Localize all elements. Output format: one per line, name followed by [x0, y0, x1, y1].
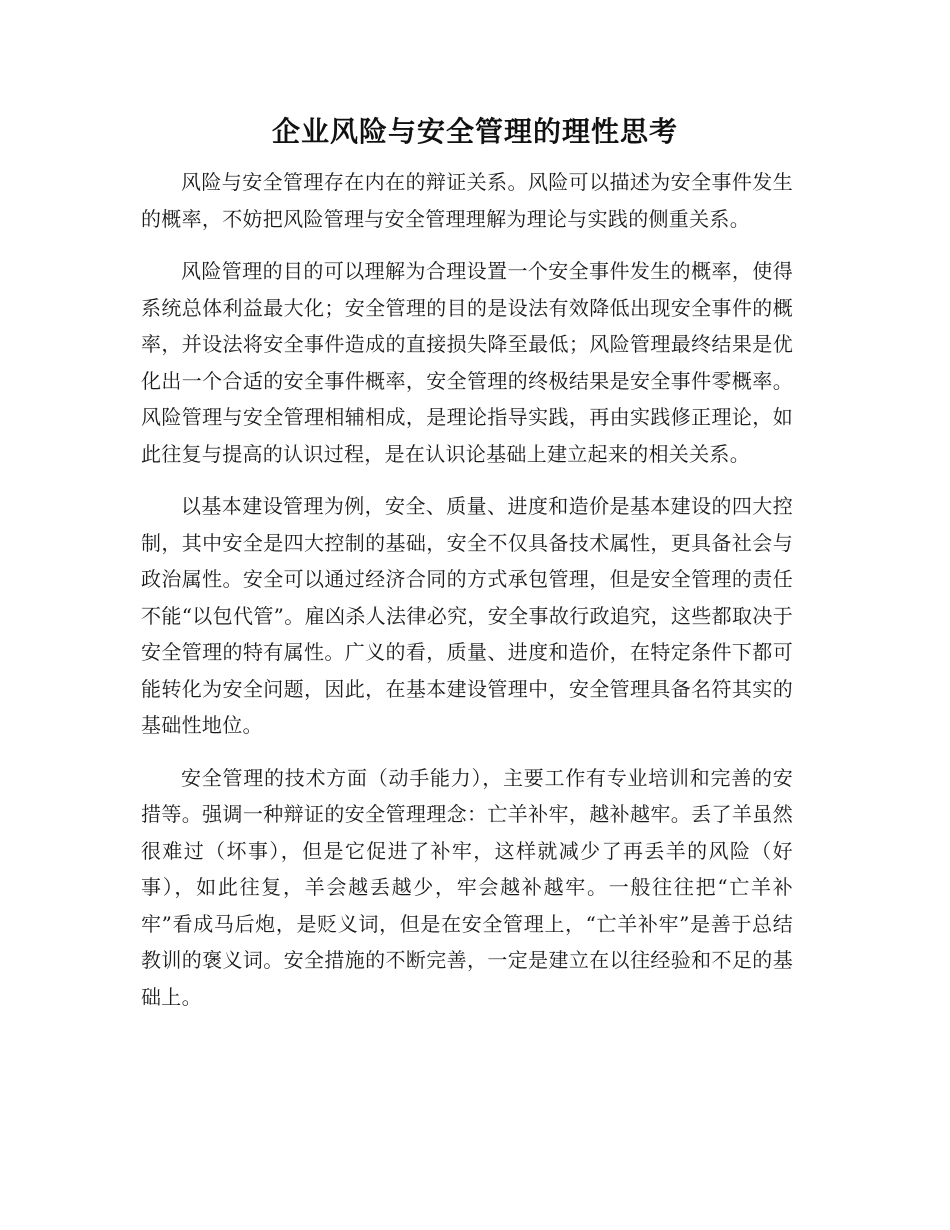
paragraph-3: 以基本建设管理为例，安全、质量、进度和造价是基本建设的四大控制，其中安全是四大控制的基础，安全不仅具备技术属性，更具备社会与政治属性。安全可以通过经济合同的方式承包管理，但是安全管理的责任不能“以包代管”。雇凶杀人法律必究，安全事故行政追究，这些都取决于安全管理的特有属性。广义的看，质量、进度和造价，在特定条件下都可能转化为安全问题，因此，在基本建设管理中，安全管理具备名符其实的基础性地位。 [141, 494, 793, 737]
document-body [141, 164, 793, 1031]
paragraph-4: 安全管理的技术方面（动手能力），主要工作有专业培训和完善的安措等。强调一种辩证的安全管理理念：亡羊补牢，越补越牢。丢了羊虽然很难过（坏事），但是它促进了补牢，这样就减少了再丢羊的风险（好事），如此往复，羊会越丢越少，牢会越补越牢。一般往往把“亡羊补牢”看成马后炮，是贬义词，但是在安全管理上，“亡羊补牢”是善于总结教训的褒义词。安全措施的不断完善，一定是建立在以往经验和不足的基础上。 [141, 765, 793, 1009]
document-title: 企业风险与安全管理的理性思考 [271, 115, 678, 148]
paragraph-1: 风险与安全管理存在内在的辩证关系。风险可以描述为安全事件发生的概率，不妨把风险管理与安全管理理解为理论与实践的侧重关系。 [141, 170, 793, 231]
paragraph-2: 风险管理的目的可以理解为合理设置一个安全事件发生的概率，使得系统总体利益最大化；安全管理的目的是设法有效降低出现安全事件的概率，并设法将安全事件造成的直接损失降至最低；风险管理最终结果是优化出一个合适的安全事件概率，安全管理的终极结果是安全事件零概率。风险管理与安全管理相辅相成，是理论指导实践，再由实践修正理论，如此往复与提高的认识过程，是在认识论基础上建立起来的相关关系。 [141, 259, 793, 466]
